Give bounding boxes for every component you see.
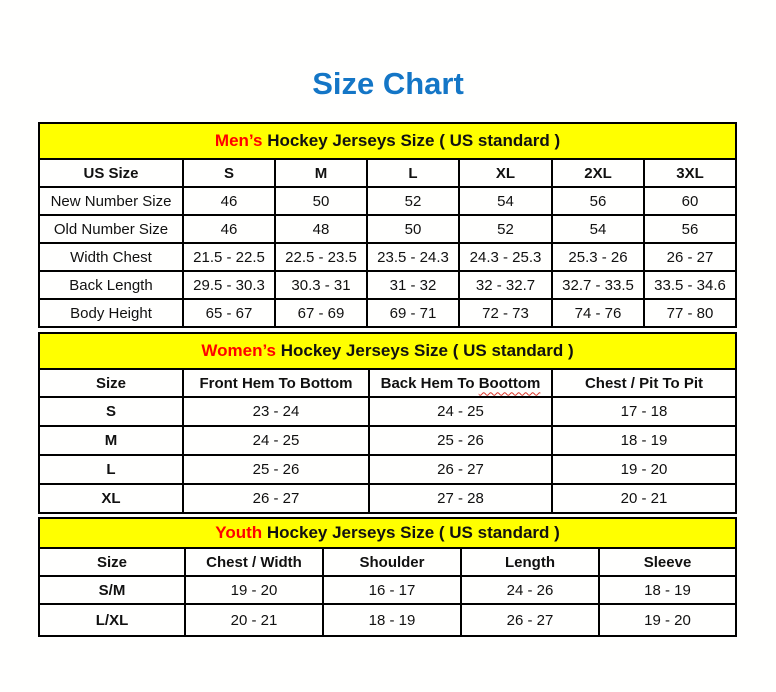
size-cell: 60 <box>644 187 736 215</box>
row-label: Back Length <box>39 271 183 299</box>
size-cell: 31 - 32 <box>367 271 459 299</box>
size-cell: 54 <box>552 215 644 243</box>
size-cell: 19 - 20 <box>599 604 736 636</box>
column-header: Front Hem To Bottom <box>183 369 369 397</box>
column-header: S <box>183 159 275 187</box>
table-row <box>39 455 736 484</box>
table-row <box>39 243 736 271</box>
table-row <box>39 426 736 455</box>
row-label: New Number Size <box>39 187 183 215</box>
size-cell: 23.5 - 24.3 <box>367 243 459 271</box>
page-title: Size Chart <box>312 66 464 101</box>
youth-title-rest: Hockey Jerseys Size ( US standard ) <box>262 523 560 542</box>
size-cell: 18 - 19 <box>552 426 736 455</box>
youth-title-highlight: Youth <box>215 523 263 542</box>
table-row <box>39 299 736 327</box>
size-cell: 19 - 20 <box>552 455 736 484</box>
column-header: Chest / Width <box>185 548 323 576</box>
size-cell: 46 <box>183 215 275 243</box>
column-header: 2XL <box>552 159 644 187</box>
size-cell: 25.3 - 26 <box>552 243 644 271</box>
size-cell: 19 - 20 <box>185 576 323 604</box>
row-label: S/M <box>39 576 185 604</box>
size-cell: 48 <box>275 215 367 243</box>
column-header: Chest / Pit To Pit <box>552 369 736 397</box>
column-header: 3XL <box>644 159 736 187</box>
size-cell: 26 - 27 <box>644 243 736 271</box>
size-cell: 26 - 27 <box>461 604 599 636</box>
row-label: Old Number Size <box>39 215 183 243</box>
youth-table-band <box>39 518 736 548</box>
size-cell: 21.5 - 22.5 <box>183 243 275 271</box>
size-cell: 18 - 19 <box>323 604 461 636</box>
youth-header-row <box>39 548 736 576</box>
womens-size-table <box>38 332 737 514</box>
column-header: L <box>367 159 459 187</box>
mens-header-row <box>39 159 736 187</box>
column-header: US Size <box>39 159 183 187</box>
size-cell: 26 - 27 <box>369 455 552 484</box>
column-header: Length <box>461 548 599 576</box>
size-cell: 24 - 25 <box>183 426 369 455</box>
row-label: Width Chest <box>39 243 183 271</box>
column-header: Size <box>39 369 183 397</box>
size-cell: 25 - 26 <box>183 455 369 484</box>
size-cell: 54 <box>459 187 552 215</box>
size-cell: 65 - 67 <box>183 299 275 327</box>
size-cell: 50 <box>275 187 367 215</box>
row-label: L <box>39 455 183 484</box>
size-cell: 67 - 69 <box>275 299 367 327</box>
size-cell: 50 <box>367 215 459 243</box>
size-cell: 20 - 21 <box>552 484 736 513</box>
size-cell: 69 - 71 <box>367 299 459 327</box>
table-row <box>39 576 736 604</box>
size-cell: 74 - 76 <box>552 299 644 327</box>
youth-table-title <box>39 518 736 548</box>
size-cell: 26 - 27 <box>183 484 369 513</box>
row-label: L/XL <box>39 604 185 636</box>
womens-header-row <box>39 369 736 397</box>
column-header <box>369 369 552 397</box>
size-cell: 33.5 - 34.6 <box>644 271 736 299</box>
table-row <box>39 271 736 299</box>
size-cell: 24.3 - 25.3 <box>459 243 552 271</box>
column-header: Shoulder <box>323 548 461 576</box>
table-row <box>39 187 736 215</box>
table-row <box>39 604 736 636</box>
size-cell: 24 - 25 <box>369 397 552 426</box>
size-cell: 56 <box>644 215 736 243</box>
table-row <box>39 215 736 243</box>
mens-title-highlight: Men’s <box>214 131 263 150</box>
size-cell: 72 - 73 <box>459 299 552 327</box>
size-cell: 30.3 - 31 <box>275 271 367 299</box>
size-cell: 32.7 - 33.5 <box>552 271 644 299</box>
row-label: Body Height <box>39 299 183 327</box>
mens-table-title <box>39 123 736 159</box>
womens-table-band <box>39 333 736 369</box>
size-cell: 29.5 - 30.3 <box>183 271 275 299</box>
size-cell: 24 - 26 <box>461 576 599 604</box>
size-cell: 18 - 19 <box>599 576 736 604</box>
size-cell: 20 - 21 <box>185 604 323 636</box>
size-cell: 46 <box>183 187 275 215</box>
size-cell: 52 <box>459 215 552 243</box>
mens-size-table <box>38 122 737 328</box>
mens-table-band <box>39 123 736 159</box>
size-cell: 23 - 24 <box>183 397 369 426</box>
size-cell: 52 <box>367 187 459 215</box>
size-cell: 16 - 17 <box>323 576 461 604</box>
row-label: M <box>39 426 183 455</box>
mens-title-rest: Hockey Jerseys Size ( US standard ) <box>262 131 561 150</box>
size-cell: 32 - 32.7 <box>459 271 552 299</box>
size-cell: 56 <box>552 187 644 215</box>
tables-container <box>38 122 735 637</box>
youth-size-table <box>38 517 737 637</box>
column-header: Size <box>39 548 185 576</box>
column-header: Sleeve <box>599 548 736 576</box>
misspelled-word: Boottom <box>478 374 541 392</box>
size-cell: 27 - 28 <box>369 484 552 513</box>
row-label: XL <box>39 484 183 513</box>
table-row <box>39 397 736 426</box>
size-cell: 25 - 26 <box>369 426 552 455</box>
column-header: XL <box>459 159 552 187</box>
size-cell: 17 - 18 <box>552 397 736 426</box>
table-row <box>39 484 736 513</box>
womens-table-title <box>39 333 736 369</box>
size-cell: 77 - 80 <box>644 299 736 327</box>
column-header: M <box>275 159 367 187</box>
size-cell: 22.5 - 23.5 <box>275 243 367 271</box>
column-header-text: Back Hem To <box>380 374 479 392</box>
row-label: S <box>39 397 183 426</box>
womens-title-highlight: Women’s <box>201 341 276 360</box>
womens-title-rest: Hockey Jerseys Size ( US standard ) <box>276 341 574 360</box>
